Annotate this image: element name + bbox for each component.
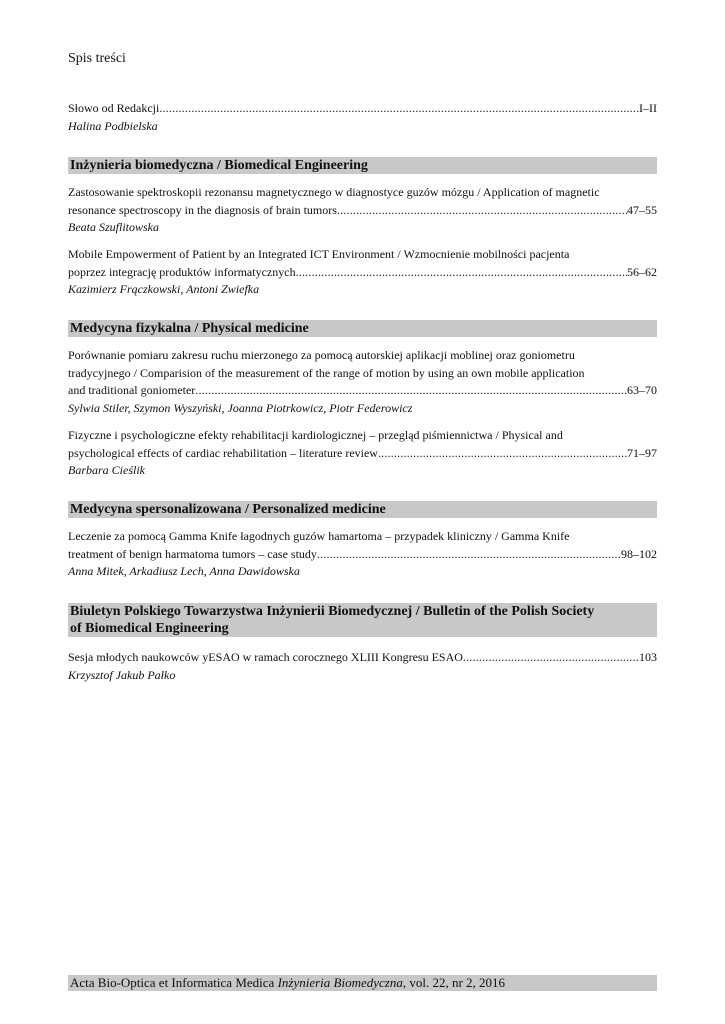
footer-suffix: , vol. 22, nr 2, 2016 <box>402 975 506 990</box>
dot-leader <box>317 546 621 564</box>
section-heading-physical-medicine: Medycyna fizykalna / Physical medicine <box>68 320 657 337</box>
toc-entry-authors: Kazimierz Frączkowski, Antoni Zwiefka <box>68 282 260 296</box>
section-heading-bulletin <box>68 603 657 637</box>
page-range: 71–97 <box>627 445 657 460</box>
toc-entry[interactable] <box>68 427 657 480</box>
toc-entry[interactable] <box>68 649 657 684</box>
page-footer <box>68 975 657 991</box>
toc-entry-authors: Krzysztof Jakub Pałko <box>68 667 176 682</box>
toc-entry-title-tail: resonance spectroscopy in the diagnosis of brain tumors <box>68 202 337 217</box>
section-heading-biomedical-engineering: Inżynieria biomedyczna / Biomedical Engineering <box>68 157 657 174</box>
section-heading-line: Biuletyn Polskiego Towarzystwa Inżynierii Biomedycznej / Bulletin of the Polish Society <box>70 604 595 619</box>
toc-entry-title-line <box>68 546 657 564</box>
toc-entry-title-tail: poprzez integrację produktów informatycznych <box>68 264 296 279</box>
toc-entry-authors: Barbara Cieślik <box>68 463 145 477</box>
toc-entry-title-line: Mobile Empowerment of Patient by an Integrated ICT Environment / Wzmocnienie mobilności pacjenta <box>68 247 570 261</box>
toc-entry-title-line: Zastosowanie spektroskopii rezonansu magnetycznego w diagnostyce guzów mózgu / Application of magnetic <box>68 185 600 199</box>
dot-leader <box>159 100 639 118</box>
toc-entry-title-line: Fizyczne i psychologiczne efekty rehabilitacji kardiologicznej – przegląd piśmiennictwa / Physical and <box>68 428 563 442</box>
dot-leader <box>337 202 627 220</box>
toc-entry-authors: Sylwia Stiler, Szymon Wyszyński, Joanna Piotrkowicz, Piotr Federowicz <box>68 400 413 415</box>
toc-entry-title-tail: treatment of benign harmatoma tumors – case study <box>68 546 317 561</box>
toc-entry-title: Sesja młodych naukowców yESAO w ramach corocznego XLIII Kongresu ESAO <box>68 650 463 664</box>
toc-entry-title-line <box>68 100 657 118</box>
toc-entry[interactable] <box>68 528 657 581</box>
toc-entry-authors: Beata Szuflitowska <box>68 220 159 234</box>
toc-entry-title-tail: psychological effects of cardiac rehabilitation – literature review <box>68 445 378 460</box>
toc-entry-title: Słowo od Redakcji <box>68 101 160 115</box>
toc-entry[interactable] <box>68 347 657 417</box>
toc-entry-title-line <box>68 202 657 220</box>
toc-entry[interactable] <box>68 184 657 237</box>
section-heading-personalized-medicine: Medycyna spersonalizowana / Personalized medicine <box>68 501 657 518</box>
dot-leader <box>463 649 639 667</box>
toc-entry-title-line <box>68 445 657 463</box>
page-range: 47–55 <box>627 202 657 217</box>
toc-entry-title-line: tradycyjnego / Comparision of the measurement of the range of motion by using an own mobile application <box>68 365 585 380</box>
page-range: I–II <box>639 101 657 115</box>
dot-leader <box>195 382 627 400</box>
dot-leader <box>296 264 627 282</box>
toc-entry-authors: Anna Mitek, Arkadiusz Lech, Anna Dawidowska <box>68 564 300 578</box>
toc-entry-title-line <box>68 264 657 282</box>
toc-entry-title-line: Porównanie pomiaru zakresu ruchu mierzonego za pomocą autorskiej aplikacji moblinej oraz goniometru <box>68 348 575 362</box>
toc-entry-title-tail: and traditional goniometer <box>68 383 196 397</box>
toc-entry-editorial[interactable] <box>68 100 657 135</box>
toc-entry-authors: Halina Podbielska <box>68 118 158 133</box>
toc-entry-title-line <box>68 382 657 400</box>
section-heading-line: of Biomedical Engineering <box>70 621 229 636</box>
toc-entry[interactable] <box>68 246 657 299</box>
page-title: Spis treści <box>68 51 126 66</box>
dot-leader <box>378 445 627 463</box>
page-range: 63–70 <box>627 383 657 397</box>
footer-prefix: Acta Bio-Optica et Informatica Medica <box>70 975 278 990</box>
toc-entry-title-line: Leczenie za pomocą Gamma Knife łagodnych guzów hamartoma – przypadek kliniczny / Gamma Knife <box>68 529 570 543</box>
page-range: 98–102 <box>621 546 657 561</box>
toc-entry-title-line <box>68 649 657 667</box>
page-range: 56–62 <box>627 264 657 279</box>
footer-journal: Inżynieria Biomedyczna <box>277 975 403 990</box>
page-range: 103 <box>639 650 657 664</box>
